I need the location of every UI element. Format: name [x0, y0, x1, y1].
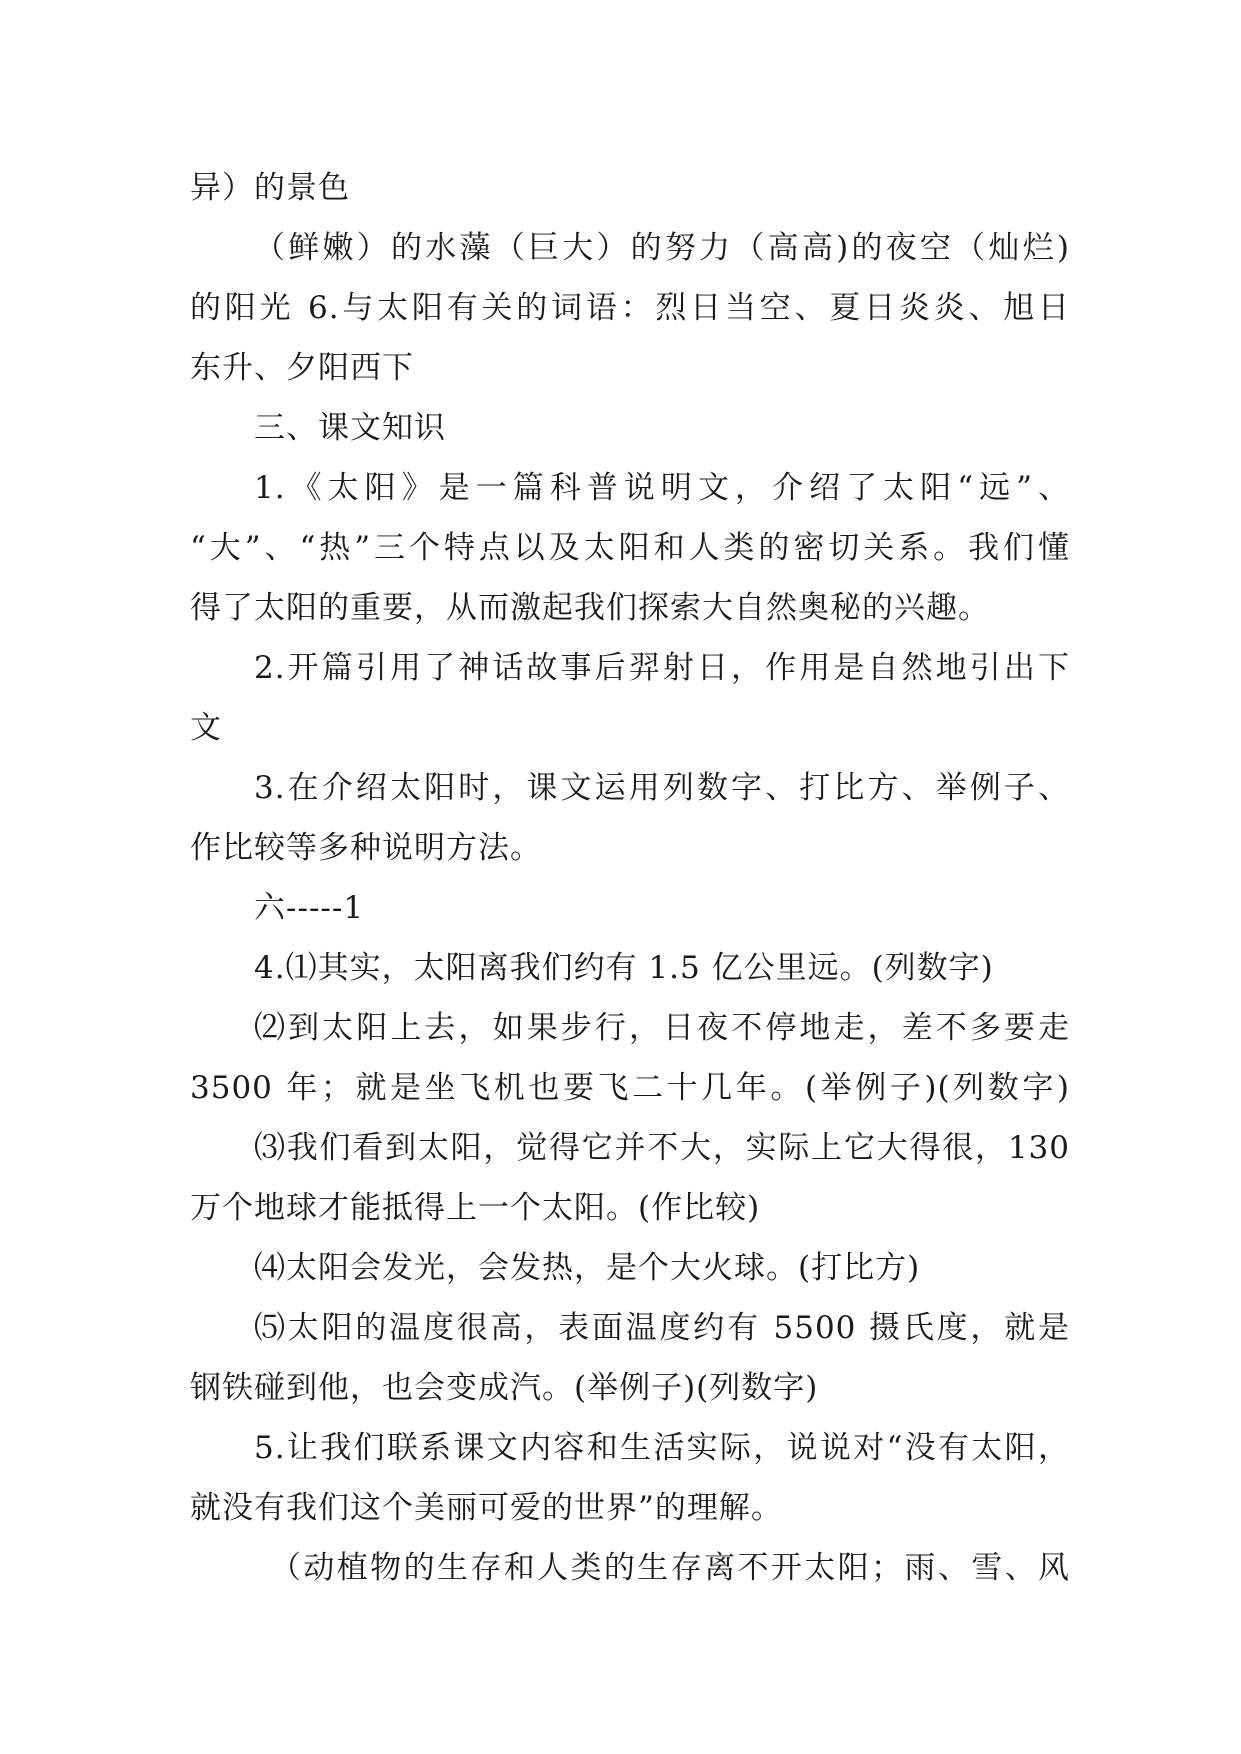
text-line: 3500 年；就是坐飞机也要飞二十几年。(举例子)(列数字) [190, 1070, 1070, 1106]
text-line: 六-----1 [254, 890, 365, 926]
text-line: 异）的景色 [190, 170, 350, 206]
text-line: ⑸太阳的温度很高，表面温度约有 5500 摄氏度，就是 [254, 1310, 1070, 1346]
document-page [190, 158, 1070, 1598]
text-line: 得了太阳的重要，从而激起我们探索大自然奥秘的兴趣。 [190, 590, 990, 626]
text-line: 3.在介绍太阳时，课文运用列数字、打比方、举例子、 [254, 770, 1070, 806]
text-line: 4.⑴其实，太阳离我们约有 1.5 亿公里远。(列数字) [254, 950, 994, 986]
text-line: ⑷太阳会发光，会发热，是个大火球。(打比方) [254, 1250, 921, 1286]
text-line: 的阳光 6.与太阳有关的词语：烈日当空、夏日炎炎、旭日 [190, 290, 1070, 326]
text-line: ⑵到太阳上去，如果步行，日夜不停地走，差不多要走 [254, 1010, 1070, 1046]
text-line: ⑶我们看到太阳，觉得它并不大，实际上它大得很，130 [254, 1130, 1070, 1166]
text-line: 2.开篇引用了神话故事后羿射日，作用是自然地引出下 [254, 650, 1070, 686]
text-line: 东升、夕阳西下 [190, 350, 414, 386]
section-heading: 三、课文知识 [254, 410, 446, 446]
text-line: 就没有我们这个美丽可爱的世界”的理解。 [190, 1490, 783, 1526]
text-line: 文 [190, 710, 222, 746]
text-line: 1.《太阳》是一篇科普说明文，介绍了太阳“远”、 [254, 470, 1070, 506]
text-line: “大”、“热”三个特点以及太阳和人类的密切关系。我们懂 [190, 530, 1070, 566]
text-line: 5.让我们联系课文内容和生活实际，说说对“没有太阳， [254, 1430, 1070, 1466]
text-line: 作比较等多种说明方法。 [190, 830, 542, 866]
text-line: （鲜嫩）的水藻（巨大）的努力（高高)的夜空（灿烂) [254, 230, 1070, 266]
text-line: 钢铁碰到他，也会变成汽。(举例子)(列数字) [190, 1370, 819, 1406]
text-line: （动植物的生存和人类的生存离不开太阳；雨、雪、风 [270, 1550, 1070, 1586]
text-line: 万个地球才能抵得上一个太阳。(作比较) [190, 1190, 761, 1226]
